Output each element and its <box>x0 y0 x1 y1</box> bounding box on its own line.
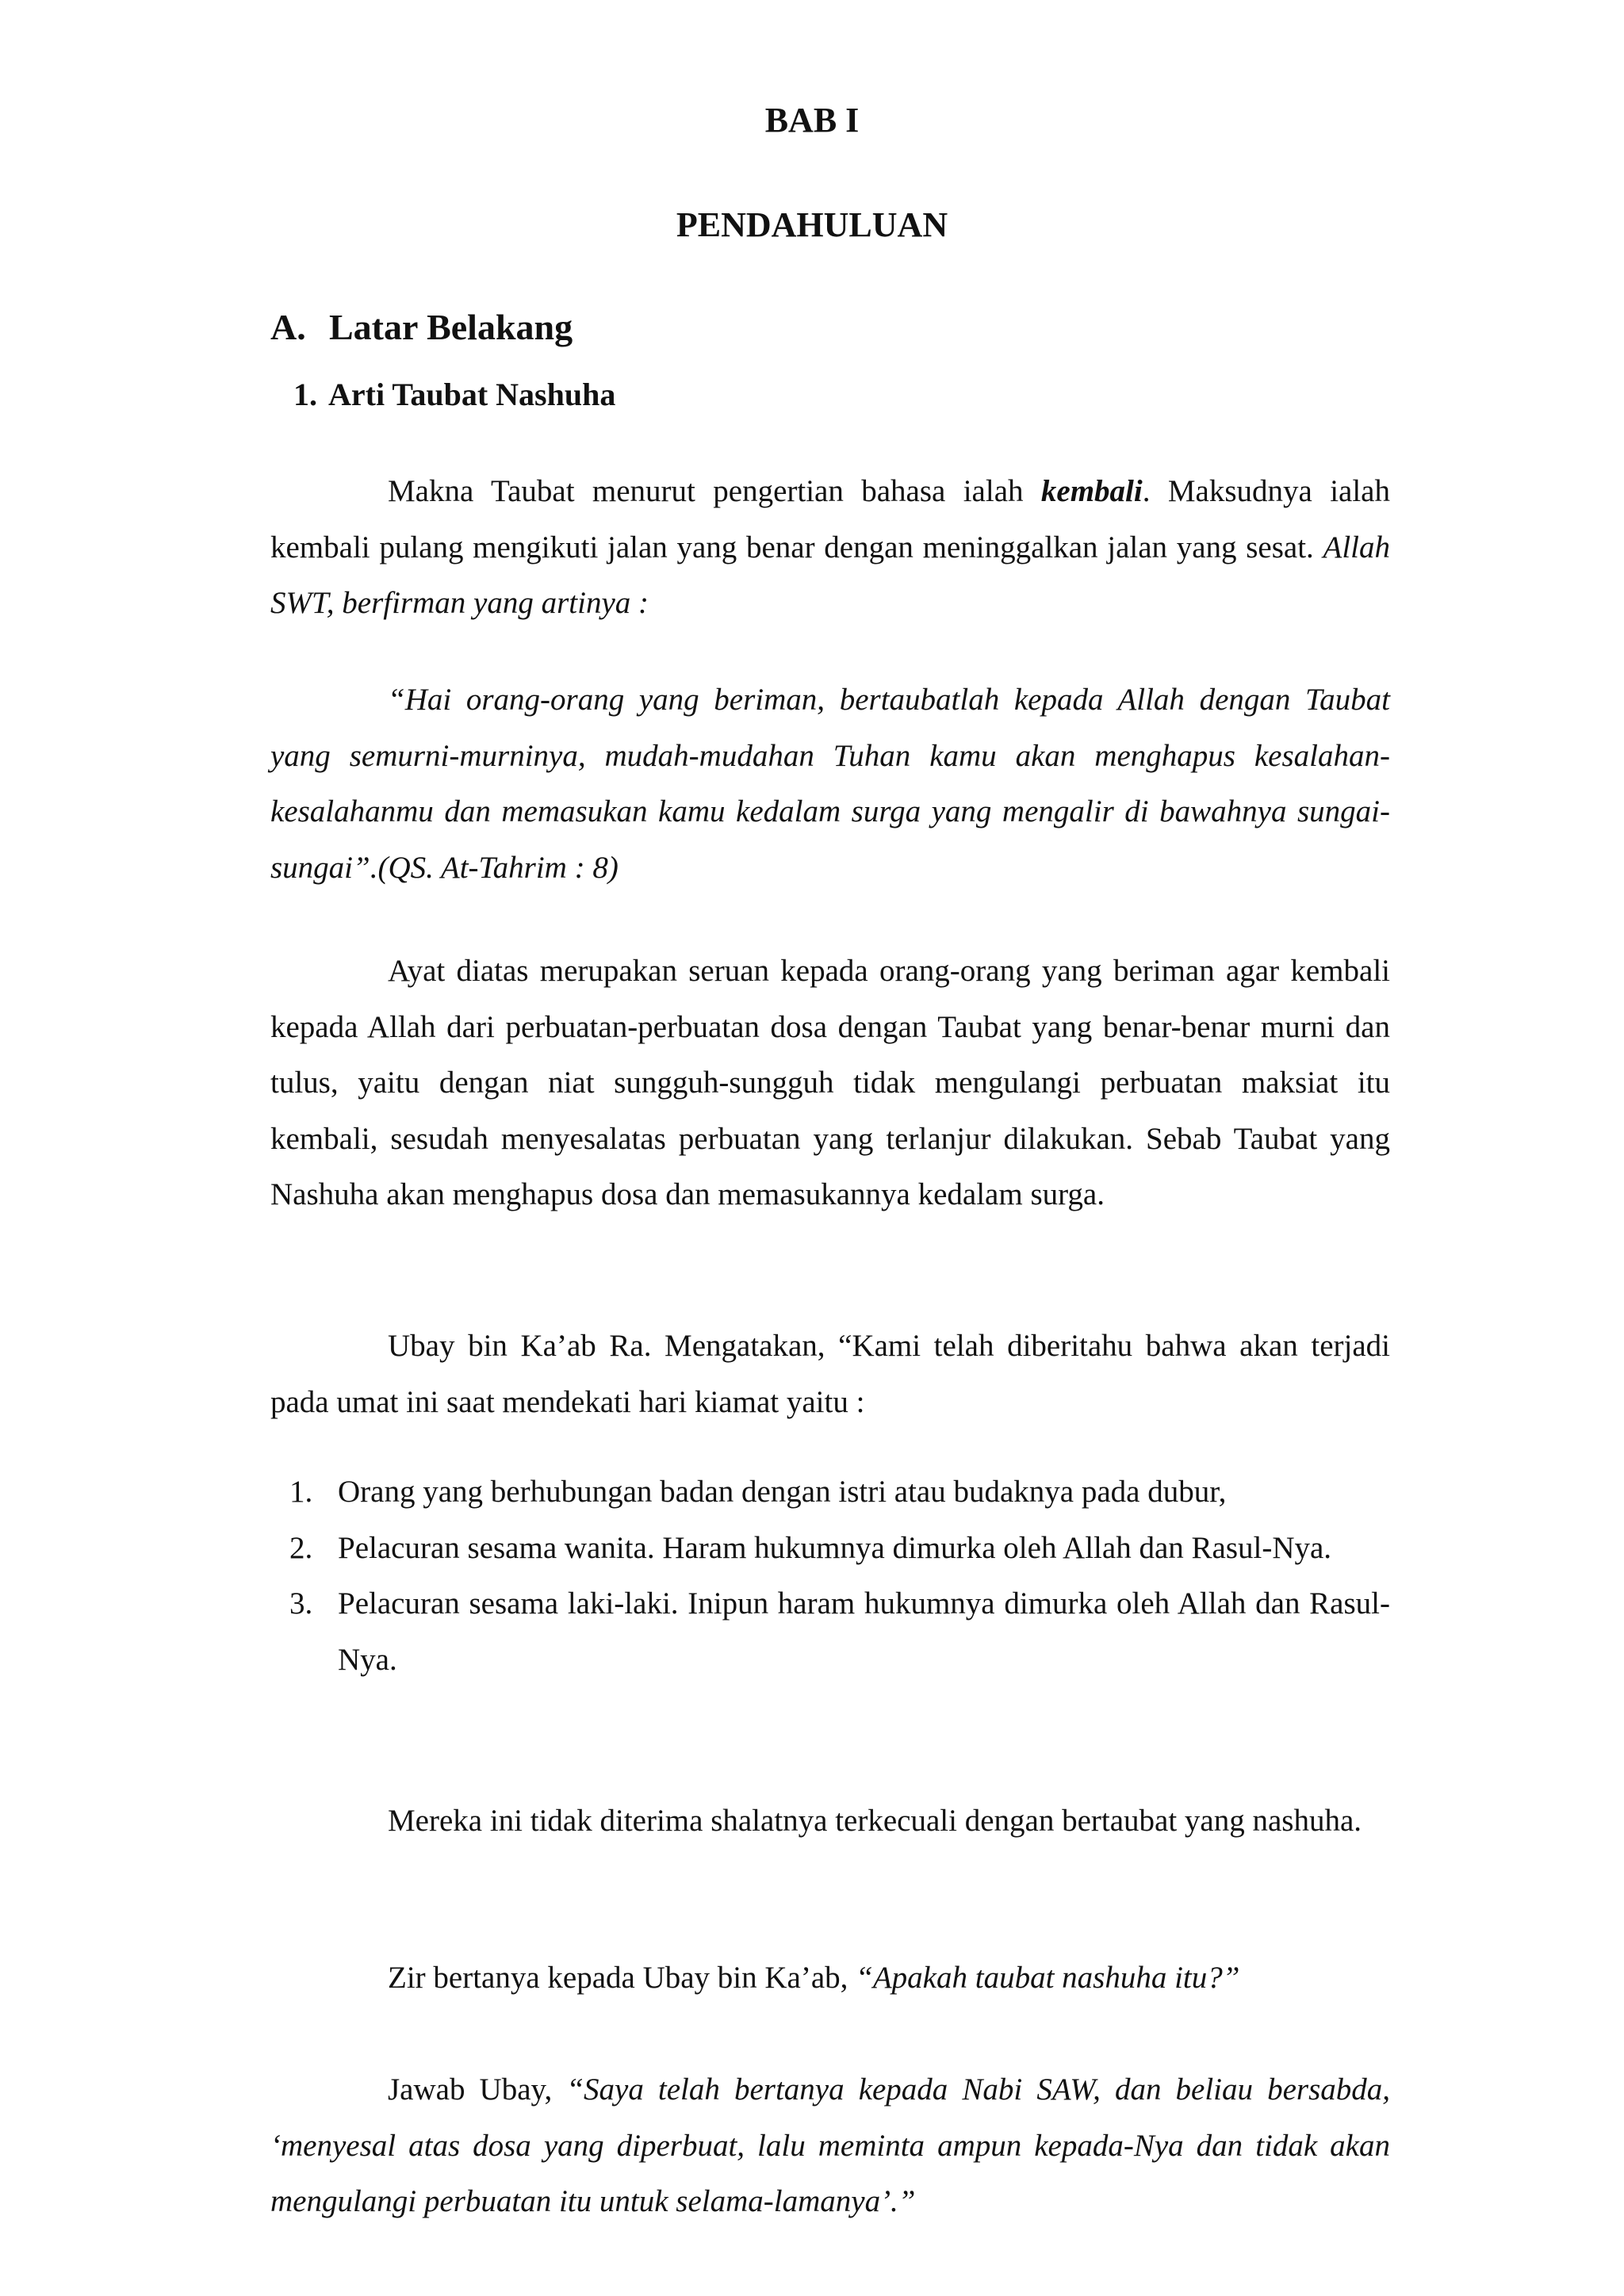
chapter-number-heading: BAB I <box>764 101 860 140</box>
subsection-heading-arti-taubat <box>293 374 615 415</box>
list-item-text: Pelacuran sesama wanita. Haram hukumnya dimurka oleh Allah dan Rasul-Nya. <box>338 1530 1332 1565</box>
list-item-number: 1. <box>289 1475 313 1509</box>
subsection-title: Arti Taubat Nashuha <box>328 377 616 412</box>
list-item <box>270 1521 1390 1577</box>
paragraph-text: Zir bertanya kepada Ubay bin Ka’ab, <box>388 1961 856 1995</box>
emphasis-kembali: kembali <box>1040 474 1143 508</box>
quran-quote: “Hai orang-orang yang beriman, bertaubatlah kepada Allah dengan Taubat yang semurni-murninya, mudah-mudahan Tuhan kamu akan menghapus kesalahan-kesalahanmu dan memasukan kamu kedalam surga yang mengalir di bawahnya sungai-sungai”.(QS. At-Tahrim : 8) <box>270 683 1390 885</box>
paragraph-text: Jawab Ubay, <box>388 2072 567 2107</box>
section-title: Latar Belakang <box>329 307 573 347</box>
list-item <box>270 1576 1390 1688</box>
chapter-title-heading: PENDAHULUAN <box>676 205 948 244</box>
paragraph-ayat-diatas: Ayat diatas merupakan seruan kepada orang-orang yang beriman agar kembali kepada Allah dari perbuatan-perbuatan dosa dengan Taubat yang benar-benar murni dan tulus, yaitu dengan niat sungguh-sungguh tidak mengulangi perbuatan maksiat itu kembali, sesudah menyesalatas perbuatan yang terlanjur dilakukan. Sebab Taubat yang Nashuha akan menghapus dosa dan memasukannya kedalam surga. <box>270 954 1390 1211</box>
section-heading-latar-belakang <box>270 304 573 350</box>
paragraph-italic-text: “Apakah taubat nashuha itu?” <box>856 1961 1240 1995</box>
list-item-text: Orang yang berhubungan badan dengan istri atau budaknya pada dubur, <box>338 1475 1227 1509</box>
numbered-list <box>270 1464 1390 1688</box>
paragraph-text: Makna Taubat menurut pengertian bahasa ialah <box>388 474 1041 508</box>
section-number: A. <box>270 307 306 347</box>
subsection-number: 1. <box>293 377 317 412</box>
paragraph-italic-text: “Saya telah bertanya kepada Nabi SAW, dan beliau bersabda, ‘menyesal atas dosa yang diperbuat, lalu meminta ampun kepada-Nya dan tidak akan mengulangi perbuatan itu untuk selama-lamanya’.” <box>270 2072 1391 2218</box>
paragraph-zir-bertanya <box>270 1950 1390 2007</box>
paragraph-mereka-ini: Mereka ini tidak diterima shalatnya terkecuali dengan bertaubat yang nashuha. <box>388 1804 1362 1838</box>
paragraph-italic-text: Allah SWT, berfirman yang artinya : <box>270 530 1390 620</box>
list-item-text: Pelacuran sesama laki-laki. Inipun haram hukumnya dimurka oleh Allah dan Rasul-Nya. <box>338 1586 1390 1677</box>
list-item <box>270 1464 1390 1521</box>
list-item-number: 3. <box>289 1586 313 1621</box>
paragraph-ubay-bin-kaab: Ubay bin Ka’ab Ra. Mengatakan, “Kami telah diberitahu bahwa akan terjadi pada umat ini saat mendekati hari kiamat yaitu : <box>270 1329 1390 1419</box>
paragraph-text: . Maksudnya ialah kembali pulang mengikuti jalan yang benar dengan meninggalkan jalan yang sesat. <box>270 474 1390 564</box>
list-item-number: 2. <box>289 1530 313 1565</box>
paragraph-jawab-ubay <box>270 2062 1390 2230</box>
paragraph-makna-taubat <box>270 464 1390 632</box>
